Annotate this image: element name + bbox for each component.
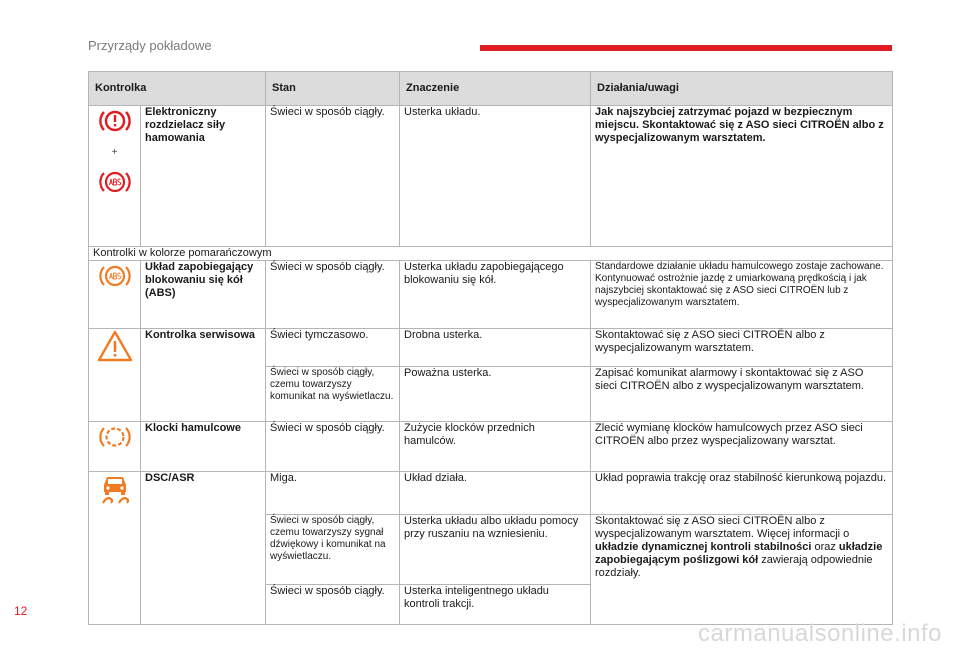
warning-lights-table <box>88 71 893 625</box>
action-text: Zapisać komunikat alarmowy i skontaktować się z ASO sieci CITROËN albo z wyspecjalizowanym warsztatem. <box>591 367 893 422</box>
action-text-part: zawierają odpowiednie rozdziały. <box>595 554 873 579</box>
table-row <box>89 106 893 247</box>
action-text-bold: układzie dynamicznej kontroli stabilności <box>595 541 812 553</box>
state-text: Świeci w sposób ciągły. <box>266 106 400 247</box>
brake-warning-icon <box>98 106 132 136</box>
state-text: Świeci tymczasowo. <box>266 329 400 367</box>
icon-cell <box>89 472 141 625</box>
meaning-text: Drobna usterka. <box>400 329 591 367</box>
table-row <box>89 472 893 515</box>
action-text <box>591 515 893 625</box>
meaning-text: Zużycie klocków przednich hamulców. <box>400 422 591 472</box>
action-text: Jak najszybciej zatrzymać pojazd w bezpiecznym miejscu. Skontaktować się z ASO sieci CITROËN albo z wyspecjalizowanym warsztatem. <box>591 106 893 247</box>
light-name: Klocki hamulcowe <box>141 422 266 472</box>
meaning-text: Usterka inteligentnego układu kontroli trakcji. <box>400 585 591 625</box>
page-number: 12 <box>14 604 28 618</box>
state-text: Świeci w sposób ciągły. <box>266 422 400 472</box>
abs-red-icon <box>98 167 132 197</box>
icon-cell <box>89 329 141 422</box>
table-row <box>89 261 893 329</box>
meaning-text: Układ działa. <box>400 472 591 515</box>
light-name: Kontrolka serwisowa <box>141 329 266 422</box>
header-accent-bar <box>480 45 892 51</box>
light-name: DSC/ASR <box>141 472 266 625</box>
action-text: Zlecić wymianę klocków hamulcowych przez ASO sieci CITROËN albo przez wyspecjalizowany warsztat. <box>591 422 893 472</box>
table-row <box>89 422 893 472</box>
col-header-dzialania: Działania/uwagi <box>591 72 893 106</box>
icon-cell <box>89 422 141 472</box>
brake-pads-icon <box>98 422 132 452</box>
icon-cell <box>89 106 141 247</box>
table-header-row <box>89 72 893 106</box>
page-section-title: Przyrządy pokładowe <box>88 38 212 53</box>
meaning-text: Usterka układu zapobiegającego blokowaniu się kół. <box>400 261 591 329</box>
state-text: Świeci w sposób ciągły. <box>266 261 400 329</box>
meaning-text: Usterka układu. <box>400 106 591 247</box>
service-warning-icon <box>97 329 133 363</box>
table-row <box>89 329 893 367</box>
light-name: Elektroniczny rozdzielacz siły hamowania <box>141 106 266 247</box>
state-text: Świeci w sposób ciągły, czemu towarzyszy sygnał dźwiękowy i komunikat na wyświetlaczu. <box>266 515 400 585</box>
state-text: Miga. <box>266 472 400 515</box>
action-text-bold: układzie zapobiegającym poślizgowi kół <box>595 541 883 566</box>
icon-cell <box>89 261 141 329</box>
dsc-asr-icon <box>98 472 132 506</box>
action-text-part: Skontaktować się z ASO sieci CITROËN albo z wyspecjalizowanym warsztatem. Więcej informacji o <box>595 515 850 540</box>
state-text: Świeci w sposób ciągły, czemu towarzyszy komunikat na wyświetlaczu. <box>266 367 400 422</box>
col-header-stan: Stan <box>266 72 400 106</box>
watermark-text: carmanualsonline.info <box>698 620 942 647</box>
action-text: Standardowe działanie układu hamulcowego zostaje zachowane. Kontynuować ostrożnie jazdę z umiarkowaną prędkością i jak najszybciej skontaktować się z ASO sieci CITROËN lub z wyspecjalizowanym warsztatem. <box>591 261 893 329</box>
state-text: Świeci w sposób ciągły. <box>266 585 400 625</box>
col-header-kontrolka: Kontrolka <box>89 72 266 106</box>
col-header-znaczenie: Znaczenie <box>400 72 591 106</box>
section-row <box>89 247 893 261</box>
abs-icon <box>98 261 132 291</box>
light-name: Układ zapobiegający blokowaniu się kół (ABS) <box>141 261 266 329</box>
meaning-text: Usterka układu albo układu pomocy przy ruszaniu na wzniesieniu. <box>400 515 591 585</box>
action-text: Układ poprawia trakcję oraz stabilność kierunkową pojazdu. <box>591 472 893 515</box>
plus-sign: + <box>111 147 118 158</box>
meaning-text: Poważna usterka. <box>400 367 591 422</box>
action-text-part: oraz <box>811 541 839 553</box>
section-orange-lights: Kontrolki w kolorze pomarańczowym <box>89 247 893 261</box>
action-text: Skontaktować się z ASO sieci CITROËN albo z wyspecjalizowanym warsztatem. <box>591 329 893 367</box>
